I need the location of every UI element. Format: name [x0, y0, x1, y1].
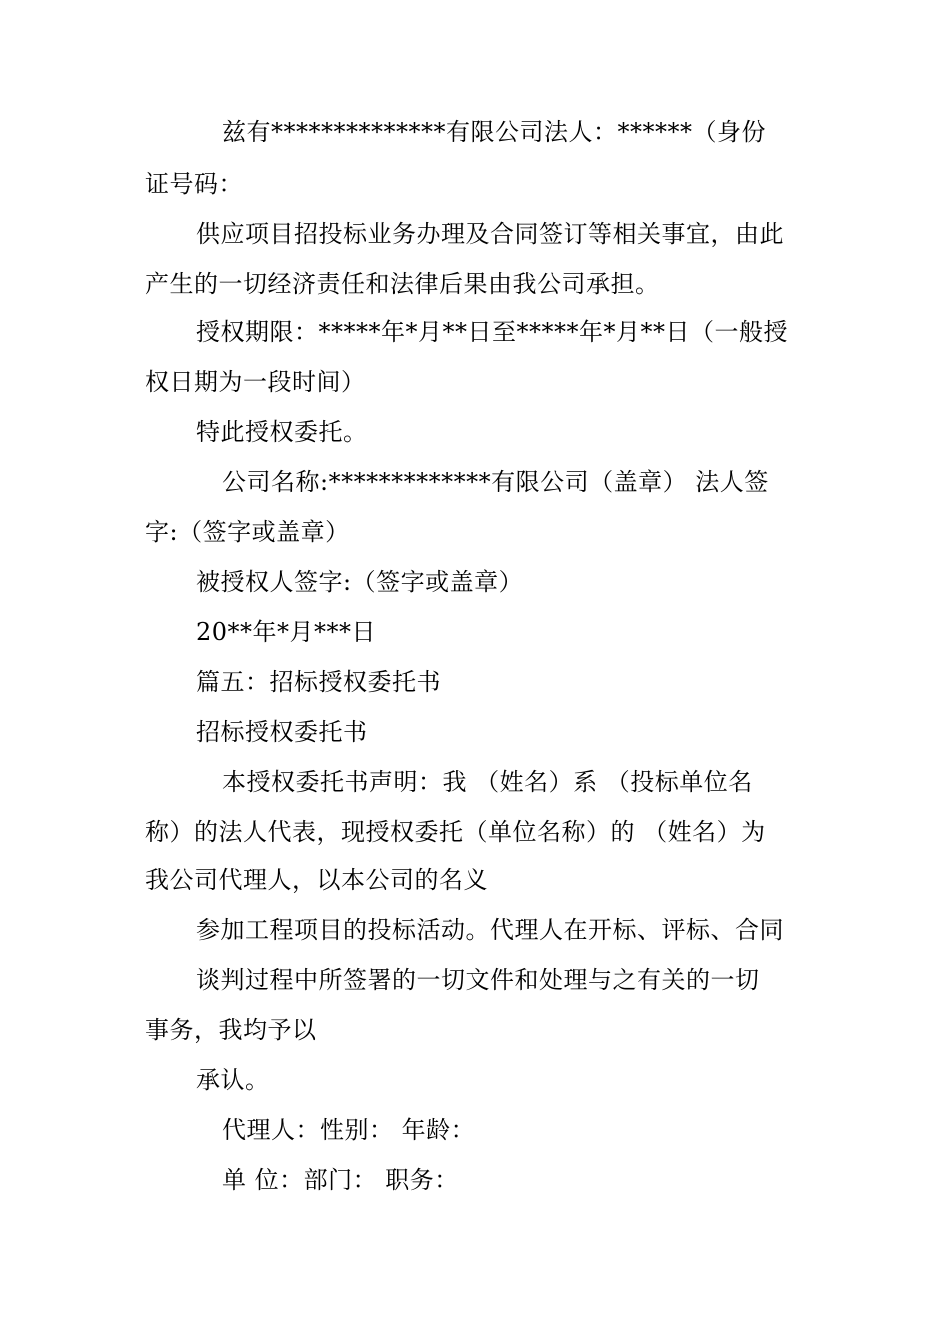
text-line: 公司名称:*************有限公司（盖章） 法人签 — [222, 468, 769, 496]
text-line: 本授权委托书声明：我 （姓名）系 （投标单位名 — [222, 768, 753, 796]
text-line: 授权期限：*****年*月**日至*****年*月**日（一般授 — [196, 318, 788, 346]
text-line: 兹有**************有限公司法人：******（身份 — [222, 118, 766, 146]
text-line: 权日期为一段时间） — [145, 368, 366, 396]
form-field-line: 单 位：部门： 职务： — [222, 1166, 459, 1194]
text-line: 证号码： — [145, 170, 243, 198]
section-heading: 篇五：招标授权委托书 — [196, 668, 441, 696]
text-line: 特此授权委托。 — [196, 418, 368, 446]
form-field-line: 代理人：性别： 年龄： — [222, 1116, 476, 1144]
date-line: 20**年*月***日 — [196, 618, 377, 646]
text-line: 被授权人签字:（签字或盖章） — [196, 568, 524, 596]
text-line: 称）的法人代表，现授权委托（单位名称）的 （姓名）为 — [145, 818, 766, 846]
text-line: 产生的一切经济责任和法律后果由我公司承担。 — [145, 270, 660, 298]
text-line: 承认。 — [196, 1066, 270, 1094]
text-line: 字:（签字或盖章） — [145, 518, 350, 546]
document-title: 招标授权委托书 — [196, 718, 368, 746]
text-line: 参加工程项目的投标活动。代理人在开标、评标、合同 — [196, 916, 784, 944]
text-line: 供应项目招投标业务办理及合同签订等相关事宜，由此 — [196, 220, 784, 248]
text-line: 事务，我均予以 — [145, 1016, 317, 1044]
text-line: 我公司代理人，以本公司的名义 — [145, 866, 488, 894]
text-line: 谈判过程中所签署的一切文件和处理与之有关的一切 — [196, 966, 760, 994]
